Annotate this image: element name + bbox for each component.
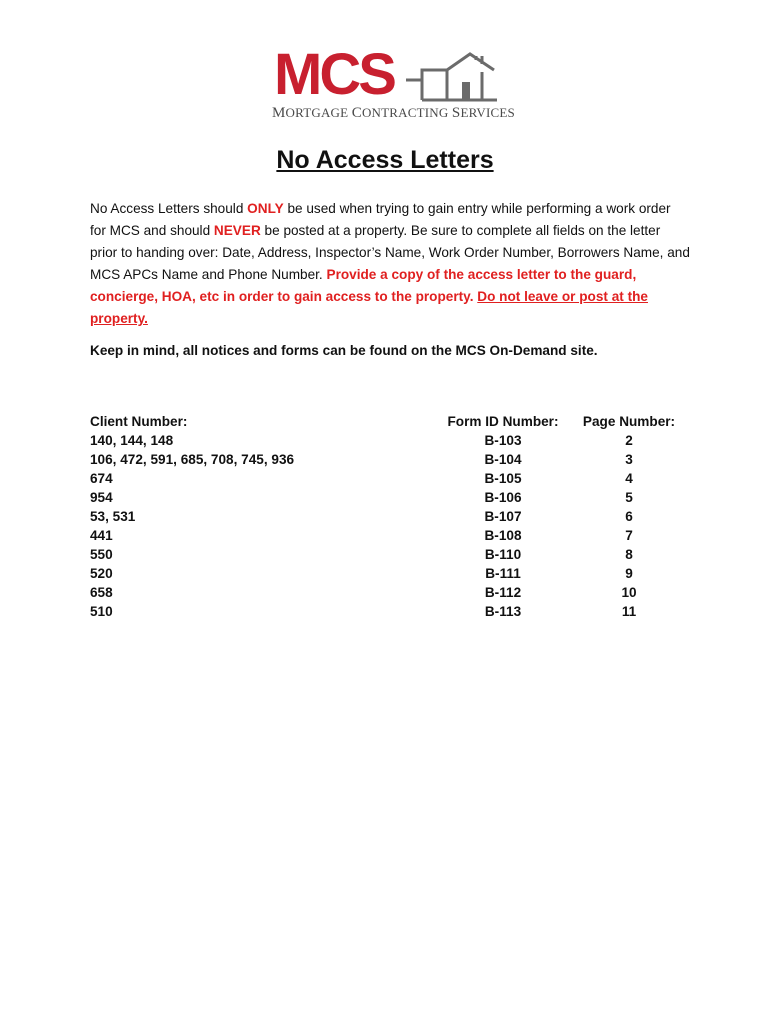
logo-wordmark: MCS — [274, 42, 394, 107]
company-logo — [272, 42, 515, 122]
table-cell: 510 — [90, 604, 113, 619]
form-id-header: Form ID Number: — [447, 414, 559, 429]
table-cell: 7 — [625, 528, 633, 543]
client-number-column — [90, 412, 294, 621]
on-demand-note: Keep in mind, all notices and forms can be found on the MCS On-Demand site. — [90, 343, 598, 358]
table-cell: B-112 — [484, 585, 522, 600]
page-number-header: Page Number: — [582, 414, 676, 429]
table-cell: 3 — [625, 452, 633, 467]
table-cell: B-106 — [484, 490, 522, 505]
table-cell: 140, 144, 148 — [90, 433, 174, 448]
red-underlined-warning: Do not leave or post at the property. — [90, 289, 648, 326]
table-cell: 5 — [625, 490, 633, 505]
table-cell: 954 — [90, 490, 113, 505]
table-cell: 550 — [90, 547, 113, 562]
red-instruction: Provide a copy of the access letter to the guard, concierge, HOA, etc in order to gain access to the property. — [90, 267, 637, 304]
table-cell: B-103 — [484, 433, 522, 448]
form-id-column — [440, 412, 566, 621]
table-cell: 520 — [90, 566, 113, 581]
table-cell: 4 — [625, 471, 633, 486]
instructions-paragraph: No Access Letters should ONLY be used when trying to gain entry while performing a work order for MCS and should NEVER be posted at a property. Be sure to complete all fields on the letter prior to handing over: Date, Address, Inspector’s Name, Work Order Number, Borrowers Name, and MCS APCs Name and Phone Number. Provide a copy of the access letter to the guard, concierge, HOA, etc in order to gain access to the property. Do not leave or post at the property. — [90, 201, 690, 326]
table-cell: 658 — [90, 585, 113, 600]
table-cell: B-110 — [484, 547, 522, 562]
table-cell: B-104 — [484, 452, 522, 467]
table-cell: 106, 472, 591, 685, 708, 745, 936 — [90, 452, 295, 467]
table-cell: 6 — [625, 509, 633, 524]
table-cell: B-113 — [484, 604, 522, 619]
table-cell: 9 — [625, 566, 633, 581]
table-cell: 674 — [90, 471, 113, 486]
page-title: No Access Letters — [276, 146, 494, 174]
table-cell: 2 — [625, 433, 633, 448]
logo-tagline: MORTGAGE CONTRACTING SERVICES — [272, 105, 515, 121]
table-cell: 53, 531 — [90, 509, 136, 524]
table-cell: 8 — [625, 547, 633, 562]
emphasis-never: NEVER — [213, 223, 261, 238]
table-cell: B-107 — [484, 509, 522, 524]
table-cell: B-111 — [485, 566, 521, 581]
client-number-header: Client Number: — [90, 414, 188, 429]
page-number-column — [574, 412, 684, 621]
table-cell: 11 — [621, 604, 637, 619]
table-cell: B-105 — [484, 471, 522, 486]
table-cell: B-108 — [484, 528, 522, 543]
table-cell: 441 — [90, 528, 113, 543]
table-cell: 10 — [621, 585, 637, 600]
emphasis-only: ONLY — [247, 201, 284, 216]
house-icon — [272, 50, 504, 106]
